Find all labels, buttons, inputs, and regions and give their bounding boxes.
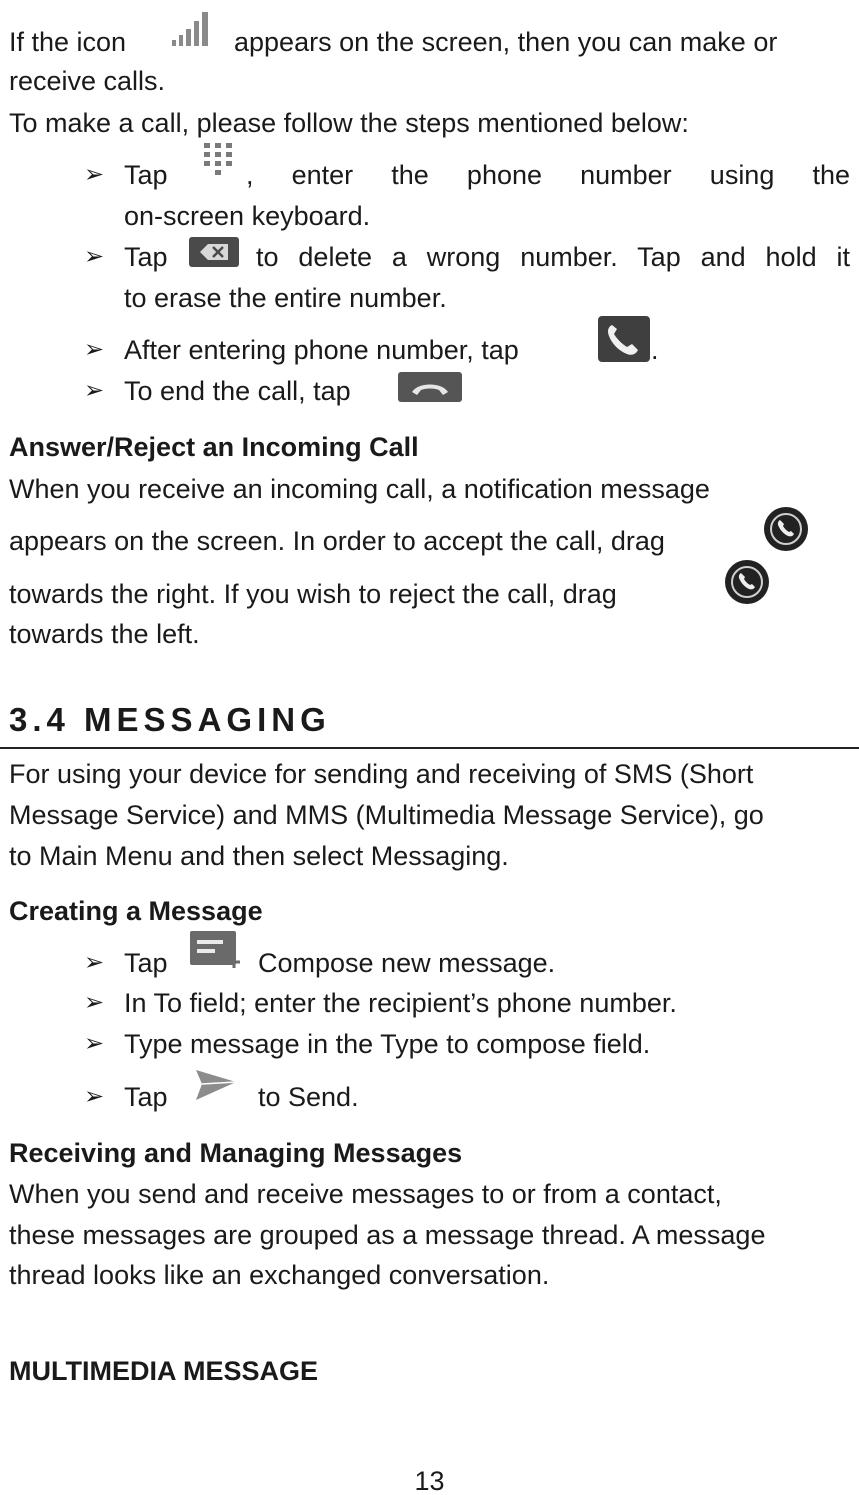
call-step-3-period: .: [651, 335, 659, 365]
call-step-1-text: , enter the phone number using the: [246, 160, 850, 190]
section-divider: [0, 747, 859, 749]
answer-line-4: towards the left.: [9, 619, 200, 649]
compose-message-icon: [188, 928, 244, 974]
call-step-2-text: to delete a wrong number. Tap and hold it: [256, 242, 850, 272]
intro-line-1b: appears on the screen, then you can make or: [234, 27, 778, 57]
intro-line-2: receive calls.: [9, 66, 166, 96]
call-step-4-text: To end the call, tap: [124, 376, 351, 406]
incoming-call-icon: [763, 506, 809, 552]
call-step-3-text: After entering phone number, tap: [124, 335, 519, 365]
call-icon: [598, 316, 650, 362]
creating-step-1-text: Compose new message.: [258, 948, 556, 978]
intro-line-1a: If the icon: [9, 27, 127, 57]
answer-line-2: appears on the screen. In order to accept the call, drag: [9, 526, 665, 556]
receiving-line-1: When you send and receive messages to or from a contact,: [9, 1179, 722, 1209]
intro-line-3: To make a call, please follow the steps mentioned below:: [9, 108, 689, 138]
bullet-arrow: ➢: [84, 377, 105, 404]
page-number: 13: [414, 1466, 445, 1495]
end-call-icon: [398, 372, 462, 402]
answer-heading: Answer/Reject an Incoming Call: [9, 432, 419, 462]
signal-icon: [168, 6, 216, 50]
receiving-heading: Receiving and Managing Messages: [9, 1138, 463, 1168]
dialpad-icon: [200, 140, 238, 180]
messaging-line-2: Message Service) and MMS (Multimedia Message Service), go: [9, 800, 764, 830]
bullet-arrow: ➢: [84, 336, 105, 363]
call-step-1-cont: on-screen keyboard.: [124, 201, 371, 231]
receiving-line-2: these messages are grouped as a message thread. A message: [9, 1220, 766, 1250]
bullet-arrow: ➢: [84, 1083, 105, 1110]
section-heading: 3.4 MESSAGING: [9, 701, 331, 738]
creating-step-2: In To field; enter the recipient’s phone number.: [124, 988, 677, 1018]
answer-line-3: towards the right. If you wish to reject the call, drag: [9, 579, 617, 609]
bullet-arrow: ➢: [84, 1030, 105, 1057]
creating-step-1-tap: Tap: [124, 948, 168, 978]
send-icon: [192, 1064, 240, 1106]
creating-heading: Creating a Message: [9, 896, 263, 926]
creating-step-4-text: to Send.: [258, 1082, 359, 1112]
bullet-arrow: ➢: [84, 989, 105, 1016]
creating-step-3: Type message in the Type to compose field.: [124, 1029, 651, 1059]
creating-step-4-tap: Tap: [124, 1082, 168, 1112]
call-step-2-cont: to erase the entire number.: [124, 283, 447, 313]
answer-line-1: When you receive an incoming call, a notification message: [9, 474, 710, 504]
incoming-call-icon: [724, 559, 770, 605]
call-step-1-tap: Tap: [124, 160, 168, 190]
bullet-arrow: ➢: [84, 949, 105, 976]
messaging-line-1: For using your device for sending and receiving of SMS (Short: [9, 759, 754, 789]
multimedia-heading: MULTIMEDIA MESSAGE: [9, 1356, 318, 1386]
receiving-line-3: thread looks like an exchanged conversation.: [9, 1260, 550, 1290]
messaging-line-3: to Main Menu and then select Messaging.: [9, 841, 509, 871]
backspace-icon: [188, 236, 240, 268]
bullet-arrow: ➢: [84, 243, 105, 270]
call-step-2-tap: Tap: [124, 242, 168, 272]
bullet-arrow: ➢: [84, 161, 105, 188]
